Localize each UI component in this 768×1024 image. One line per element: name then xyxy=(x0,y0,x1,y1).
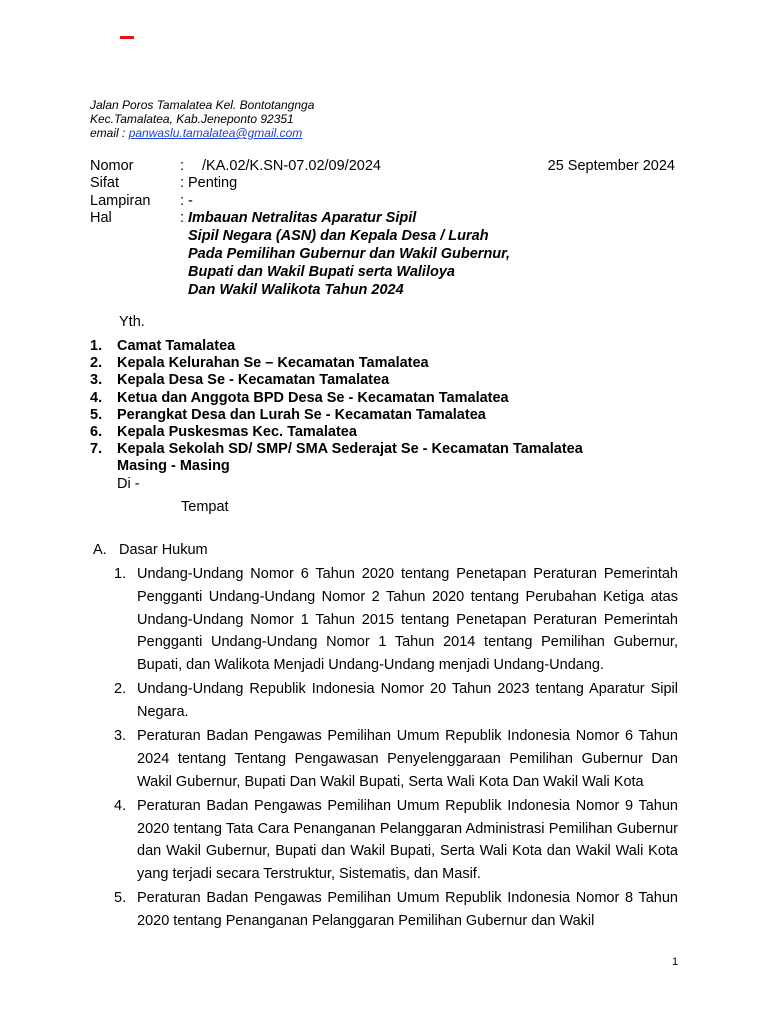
list-item-text: Kepala Kelurahan Se – Kecamatan Tamalatea xyxy=(117,355,429,372)
list-item xyxy=(90,407,583,424)
masing-text: Masing - Masing xyxy=(117,458,230,475)
hal-subject xyxy=(188,209,510,299)
letter-meta xyxy=(0,157,768,307)
list-item-text: Peraturan Badan Pengawas Pemilihan Umum Republik Indonesia Nomor 6 Tahun 2024 tentang Tentang Pengawasan Penyelenggaraan Pemilihan Gubernur Dan Wakil Gubernur, Bupati Dan Wakil Bupati, Serta Wali Kota Dan Wakil Wali Kota xyxy=(137,728,678,790)
list-item-number: 3. xyxy=(114,728,127,745)
masing-line xyxy=(90,458,583,475)
list-item-text: Perangkat Desa dan Lurah Se - Kecamatan Tamalatea xyxy=(117,406,486,423)
sifat-colon: : xyxy=(180,175,185,191)
list-item-text: Kepala Sekolah SD/ SMP/ SMA Sederajat Se - Kecamatan Tamalatea xyxy=(117,441,583,458)
recipient-list xyxy=(90,338,583,476)
hal-line: Imbauan Netralitas Aparatur Sipil xyxy=(188,210,417,226)
list-item xyxy=(114,795,678,886)
list-item-text: Camat Tamalatea xyxy=(117,338,236,354)
email-label: email : xyxy=(90,126,129,140)
list-item xyxy=(90,441,583,458)
hal-line: Dan Wakil Walikota Tahun 2024 xyxy=(188,282,404,298)
list-item-number: 5. xyxy=(114,890,127,907)
list-item-text: Undang-Undang Republik Indonesia Nomor 20 Tahun 2023 tentang Aparatur Sipil Negara. xyxy=(137,681,678,721)
address-line-2: Kec.Tamalatea, Kab.Jeneponto 92351 xyxy=(90,112,294,126)
list-item xyxy=(114,887,678,933)
email-line xyxy=(90,126,314,140)
nomor-label: Nomor xyxy=(90,158,134,174)
list-item-text: Kepala Desa Se - Kecamatan Tamalatea xyxy=(117,372,390,389)
list-item xyxy=(90,390,583,407)
list-item-number: 7. xyxy=(90,441,103,458)
email-link[interactable]: panwaslu.tamalatea@gmail.com xyxy=(128,126,303,140)
list-item-number: 1. xyxy=(114,566,127,582)
list-item-number: 4. xyxy=(114,797,127,814)
list-item-number: 2. xyxy=(114,681,127,698)
list-item-text: Ketua dan Anggota BPD Desa Se - Kecamatan Tamalatea xyxy=(117,389,509,406)
hal-line: Sipil Negara (ASN) dan Kepala Desa / Lurah xyxy=(188,228,489,244)
lampiran-colon: : xyxy=(180,193,185,209)
legal-basis-list xyxy=(114,563,678,934)
lampiran-value: - xyxy=(188,193,193,209)
list-item xyxy=(114,725,678,793)
greeting: Yth. xyxy=(119,314,145,330)
sifat-label: Sifat xyxy=(90,175,120,191)
lampiran-label: Lampiran xyxy=(90,193,151,209)
letter-date: 25 September 2024 xyxy=(547,158,675,174)
sifat-value: Penting xyxy=(188,175,238,191)
nomor-value: /KA.02/K.SN-07.02/09/2024 xyxy=(202,158,381,174)
list-item xyxy=(90,372,583,389)
logo-red-mark xyxy=(120,36,134,39)
hal-colon: : xyxy=(180,210,185,226)
section-a-letter: A. xyxy=(93,542,107,558)
address-line-1: Jalan Poros Tamalatea Kel. Bontotangnga xyxy=(90,98,315,112)
list-item-text: Kepala Puskesmas Kec. Tamalatea xyxy=(117,423,357,440)
section-a-title: Dasar Hukum xyxy=(119,542,208,558)
list-item xyxy=(114,563,678,677)
hal-label: Hal xyxy=(90,210,112,226)
list-item-number: 6. xyxy=(90,423,103,440)
list-item-text: Undang-Undang Nomor 6 Tahun 2020 tentang Penetapan Peraturan Pemerintah Pengganti Undang-Undang Nomor 2 Tahun 2020 tentang Perubahan Ketiga atas Undang-Undang Nomor 1 Tahun 2015 tentang Penetapan Peraturan Pemerintah Pengganti Undang-Undang Nomor 1 Tahun 2014 tentang Pemilihan Gubernur, Bupati, dan Walikota Menjadi Undang-Undang menjadi Undang-Undang. xyxy=(137,566,678,674)
list-item-number: 1. xyxy=(90,338,103,354)
list-item-number: 2. xyxy=(90,355,103,372)
list-item-number: 5. xyxy=(90,406,103,423)
list-item xyxy=(114,678,678,724)
hal-line: Bupati dan Wakil Bupati serta Waliloya xyxy=(188,264,455,280)
list-item xyxy=(90,355,583,372)
di-text: Di - xyxy=(117,476,140,492)
page-number: 1 xyxy=(672,956,679,968)
tempat-text: Tempat xyxy=(181,499,229,515)
nomor-colon: : xyxy=(180,158,185,174)
list-item-number: 4. xyxy=(90,389,103,406)
list-item-text: Peraturan Badan Pengawas Pemilihan Umum Republik Indonesia Nomor 8 Tahun 2020 tentang Penanganan Pelanggaran Pemilihan Gubernur dan Wakil xyxy=(137,890,678,930)
list-item-text: Peraturan Badan Pengawas Pemilihan Umum Republik Indonesia Nomor 9 Tahun 2020 tentang Tata Cara Penanganan Pelanggaran Administrasi Pemilihan Gubernur dan Wakil Gubernur, Bupati dan Wakil Bupati, Serta Wali Kota dan Wakil Wali Kota yang terjadi secara Terstruktur, Sistematis, dan Masif. xyxy=(137,797,678,883)
hal-line: Pada Pemilihan Gubernur dan Wakil Gubernur, xyxy=(188,246,511,262)
list-item xyxy=(90,424,583,441)
list-item xyxy=(90,338,583,355)
list-item-number: 3. xyxy=(90,372,103,389)
letterhead-address xyxy=(90,98,314,140)
